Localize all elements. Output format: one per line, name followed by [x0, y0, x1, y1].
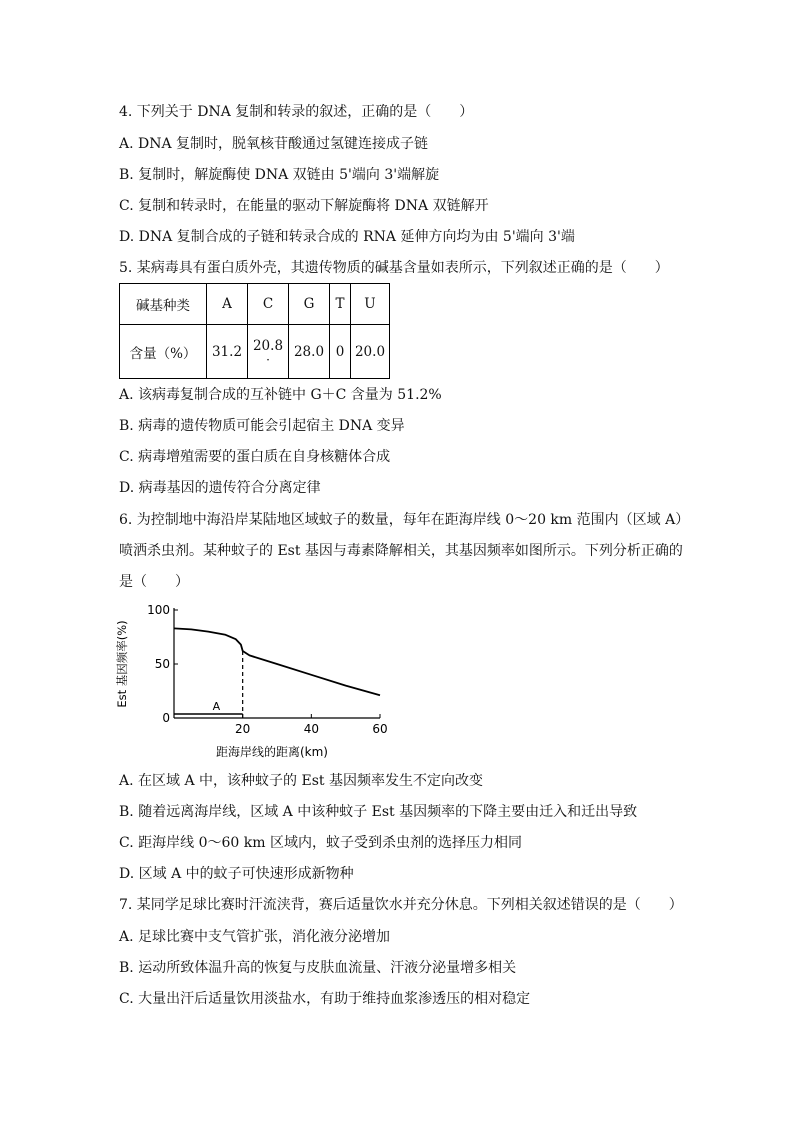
x-tick-label: 40	[303, 722, 319, 736]
q4-option-a: A. DNA 复制时，脱氧核苷酸通过氢键连接成子链	[119, 136, 429, 152]
y-tick-label: 0	[162, 711, 170, 725]
table-header-cell: G	[289, 284, 330, 325]
table-header-cell: A	[207, 284, 248, 325]
table-header-cell: 碱基种类	[120, 284, 207, 325]
q6-option-b: B. 随着远离海岸线，区域 A 中该种蚊子 Est 基因频率的下降主要由迁入和迁出导致	[119, 804, 638, 820]
q4-option-d: D. DNA 复制合成的子链和转录合成的 RNA 延伸方向均为由 5'端向 3'端	[119, 229, 575, 245]
table-cell: 31.2	[207, 325, 248, 379]
table-cell-value: 20.8	[252, 337, 284, 354]
q7-option-b: B. 运动所致体温升高的恢复与皮肤血流量、汗液分泌量增多相关	[119, 960, 517, 976]
table-header-row	[120, 284, 390, 325]
x-tick-label: 60	[372, 722, 388, 736]
q6-option-a: A. 在区域 A 中，该种蚊子的 Est 基因频率发生不定向改变	[119, 773, 483, 789]
q5-option-a: A. 该病毒复制合成的互补链中 G＋C 含量为 51.2%	[119, 387, 442, 403]
q7-option-a: A. 足球比赛中支气管扩张，消化液分泌增加	[119, 929, 391, 945]
table-header-cell: C	[248, 284, 289, 325]
q5-option-b: B. 病毒的遗传物质可能会引起宿主 DNA 变异	[119, 418, 405, 434]
x-tick-label: 20	[235, 722, 251, 736]
table-row-label: 含量（%）	[120, 325, 207, 379]
q4-option-b: B. 复制时，解旋酶使 DNA 双链由 5'端向 3'端解旋	[119, 167, 440, 183]
q4-stem: 4. 下列关于 DNA 复制和转录的叙述，正确的是（ ）	[119, 104, 474, 120]
table-cell	[248, 325, 289, 379]
y-tick-label: 50	[154, 657, 170, 671]
q6-option-d: D. 区域 A 中的蚊子可快速形成新物种	[119, 866, 354, 882]
q6-stem-line-3: 是（ ）	[119, 574, 189, 590]
stray-dot: ·	[266, 352, 270, 367]
q6-stem-line-2: 喷洒杀虫剂。某种蚊子的 Est 基因与毒素降解相关，其基因频率如图所示。下列分析正确的	[119, 543, 683, 559]
est-frequency-chart	[112, 598, 402, 766]
base-content-table	[119, 283, 390, 379]
table-header-cell: U	[351, 284, 390, 325]
table-cell: 0	[330, 325, 351, 379]
y-tick-label: 100	[147, 603, 170, 617]
table-row	[120, 325, 390, 379]
region-a-marker	[174, 651, 243, 718]
q6-option-c: C. 距海岸线 0～60 km 区域内，蚊子受到杀虫剂的选择压力相同	[119, 835, 522, 851]
q5-option-d: D. 病毒基因的遗传符合分离定律	[119, 480, 321, 496]
est-frequency-line	[174, 628, 380, 695]
q6-stem-line-1: 6. 为控制地中海沿岸某陆地区域蚊子的数量，每年在距海岸线 0～20 km 范围内（区域 A）	[119, 512, 690, 528]
chart-ticks	[147, 603, 388, 736]
q5-option-c: C. 病毒增殖需要的蛋白质在自身核糖体合成	[119, 449, 391, 465]
x-axis-label: 距海岸线的距离(km)	[215, 745, 329, 759]
region-a-label: A	[212, 700, 221, 713]
y-axis-label: Est 基因频率(%)	[115, 620, 129, 708]
table-cell: 20.0	[351, 325, 390, 379]
chart-axes	[174, 608, 380, 718]
q7-option-c: C. 大量出汗后适量饮用淡盐水，有助于维持血浆渗透压的相对稳定	[119, 991, 531, 1007]
q5-stem: 5. 某病毒具有蛋白质外壳，其遗传物质的碱基含量如表所示，下列叙述正确的是（ ）	[119, 260, 669, 276]
q4-option-c: C. 复制和转录时，在能量的驱动下解旋酶将 DNA 双链解开	[119, 198, 489, 214]
table-header-cell: T	[330, 284, 351, 325]
q7-stem: 7. 某同学足球比赛时汗流浃背，赛后适量饮水并充分休息。下列相关叙述错误的是（ ）	[119, 897, 683, 913]
chart-series	[174, 628, 380, 695]
table-cell: 28.0	[289, 325, 330, 379]
